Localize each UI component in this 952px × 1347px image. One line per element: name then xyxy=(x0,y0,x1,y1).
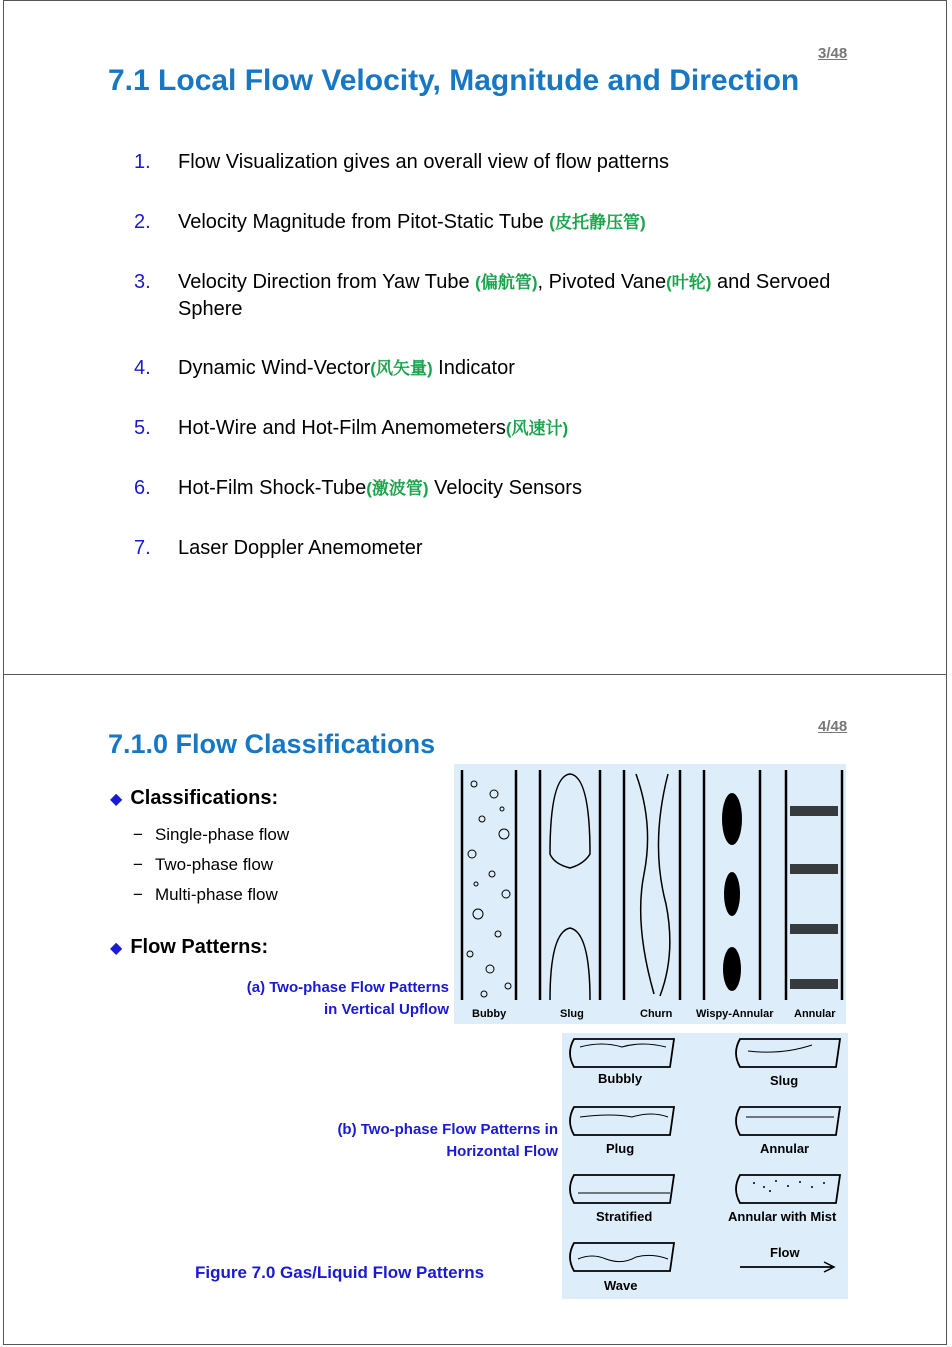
label-slug-h: Slug xyxy=(770,1073,799,1088)
label-annular-h: Annular xyxy=(760,1141,810,1156)
label-bubby: Bubby xyxy=(472,1008,507,1020)
vertical-flow-pipes xyxy=(454,764,846,1004)
chinese-term: (叶轮) xyxy=(666,273,712,292)
label-plug: Plug xyxy=(606,1141,635,1156)
vertical-flow-diagram xyxy=(454,764,846,1024)
caption-vertical: (a) Two-phase Flow Patterns in Vertical Upflow xyxy=(246,979,449,1018)
item-text: Velocity Magnitude from Pitot-Static Tube (皮托静压管) xyxy=(178,211,646,233)
label-wave: Wave xyxy=(604,1278,638,1293)
item-number: 6. xyxy=(134,477,151,499)
item-number: 5. xyxy=(134,417,151,439)
chinese-term: (风矢量) xyxy=(370,359,433,378)
caption-horizontal: (b) Two-phase Flow Patterns in Horizontal Flow xyxy=(337,1121,558,1160)
item-number: 4. xyxy=(134,357,151,379)
sub-item: − Two-phase flow xyxy=(133,855,274,874)
label-bubbly: Bubbly xyxy=(598,1071,643,1086)
figure-caption: Figure 7.0 Gas/Liquid Flow Patterns xyxy=(195,1263,485,1282)
chinese-term: (皮托静压管) xyxy=(549,213,646,232)
page-number: 4/48 xyxy=(818,718,848,735)
chinese-term: (偏航管) xyxy=(475,273,538,292)
page-number: 3/48 xyxy=(818,45,848,62)
label-wispy-annular: Wispy-Annular xyxy=(696,1008,774,1020)
sub-item: − Multi-phase flow xyxy=(133,885,278,904)
item-text: Hot-Wire and Hot-Film Anemometers(风速计) xyxy=(178,417,569,439)
label-churn: Churn xyxy=(640,1008,673,1020)
slide-4 xyxy=(3,674,947,1345)
horizontal-flow-diagram xyxy=(562,1033,848,1299)
chinese-term: (激波管) xyxy=(366,479,429,498)
label-annular: Annular xyxy=(794,1008,836,1020)
item-text: Velocity Direction from Yaw Tube (偏航管), Pivoted Vane(叶轮) and Servoed Sphere xyxy=(178,271,831,320)
diamond-icon: ◆ xyxy=(110,940,123,957)
chinese-term: (风速计) xyxy=(505,419,569,438)
slide-title: 7.1 Local Flow Velocity, Magnitude and Direction xyxy=(108,64,800,97)
sub-item: − Single-phase flow xyxy=(133,825,290,844)
bullet-classifications: ◆ Classifications: xyxy=(110,787,279,809)
item-number: 7. xyxy=(134,537,151,559)
item-number: 3. xyxy=(134,271,151,293)
item-number: 2. xyxy=(134,211,151,233)
slide-3 xyxy=(3,0,947,675)
diamond-icon: ◆ xyxy=(110,791,123,808)
item-number: 1. xyxy=(134,151,151,173)
label-flow: Flow xyxy=(770,1245,800,1260)
bullet-flow-patterns: ◆ Flow Patterns: xyxy=(110,936,269,958)
slide-title: 7.1.0 Flow Classifications xyxy=(108,729,436,759)
label-stratified: Stratified xyxy=(596,1209,653,1224)
label-slug: Slug xyxy=(560,1008,584,1020)
label-annular-mist: Annular with Mist xyxy=(728,1209,837,1224)
item-text: Flow Visualization gives an overall view of flow patterns xyxy=(178,151,669,173)
item-text: Laser Doppler Anemometer xyxy=(178,537,423,559)
item-text: Dynamic Wind-Vector(风矢量) Indicator xyxy=(178,357,515,379)
item-text: Hot-Film Shock-Tube(激波管) Velocity Sensors xyxy=(178,477,582,499)
